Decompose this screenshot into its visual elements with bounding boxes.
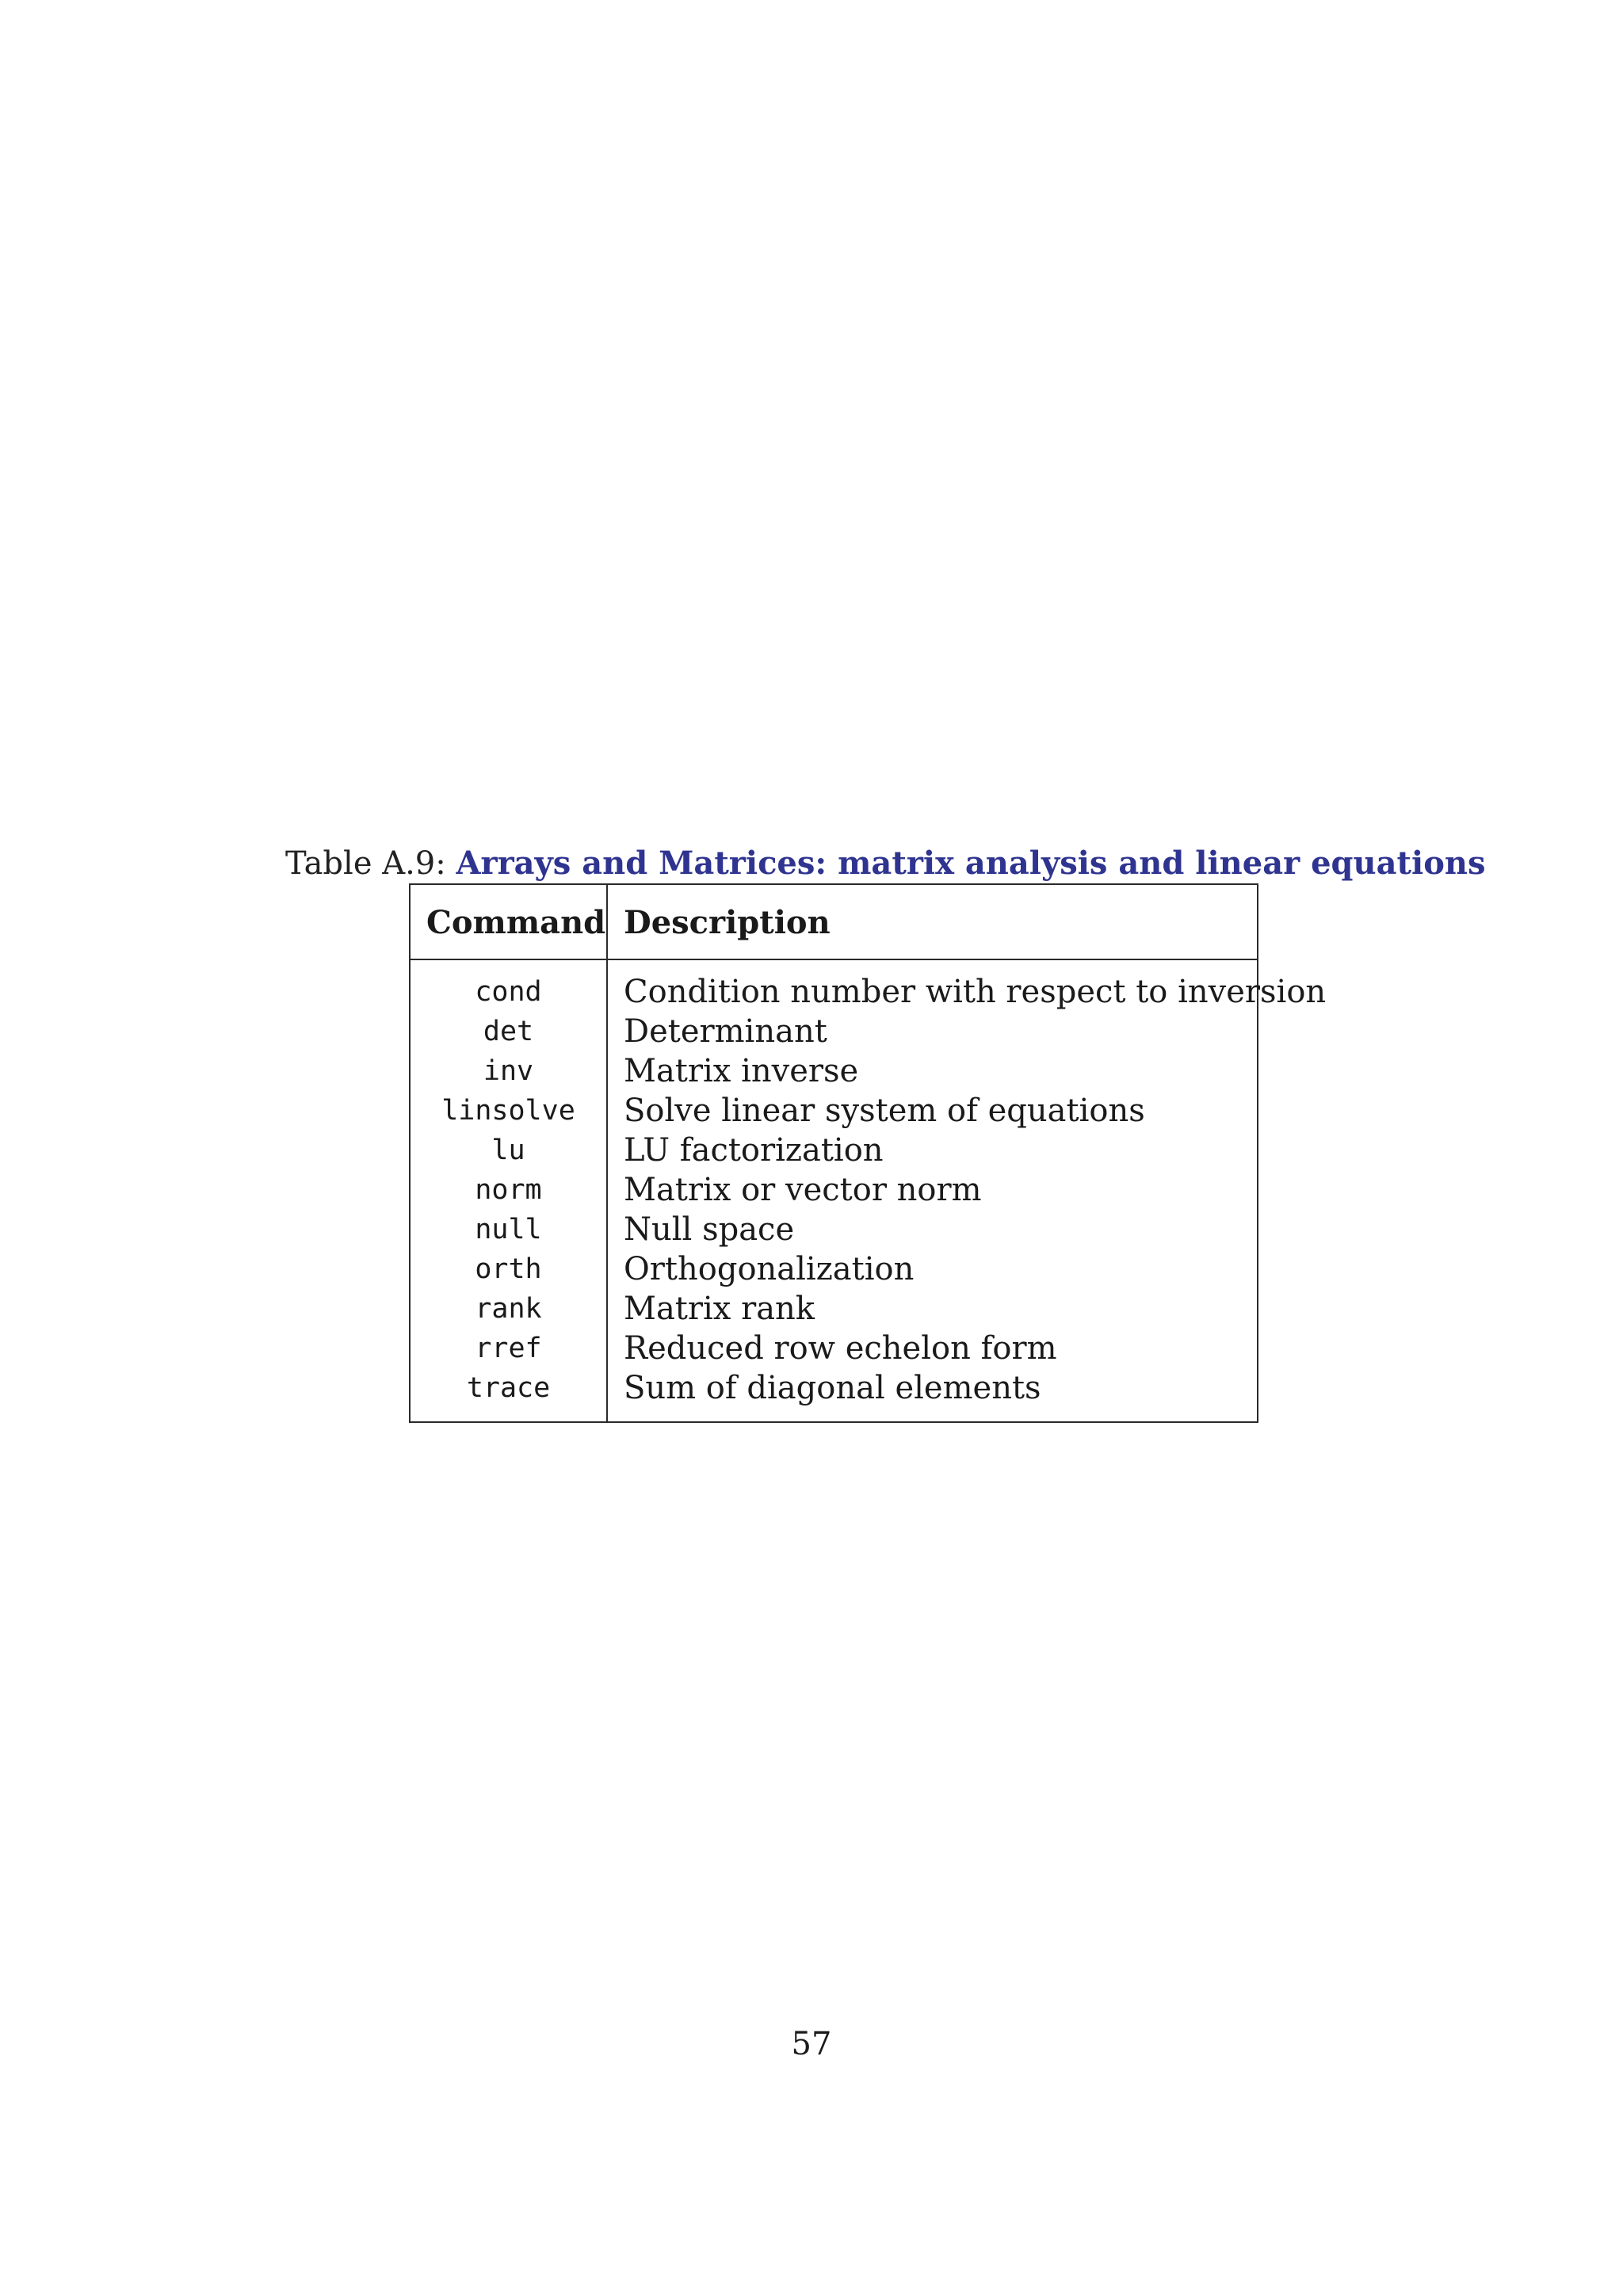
- command-cell: norm: [475, 1174, 542, 1206]
- description-cell: LU factorization: [624, 1132, 884, 1169]
- table-row: [411, 1210, 1257, 1249]
- command-cell: lu: [491, 1135, 525, 1166]
- command-cell: rank: [475, 1293, 542, 1325]
- description-cell: Matrix or vector norm: [624, 1172, 982, 1208]
- command-cell: trace: [466, 1372, 551, 1404]
- command-table: [409, 883, 1327, 1423]
- command-cell: inv: [483, 1055, 534, 1087]
- description-cell: Determinant: [624, 1013, 827, 1050]
- description-cell: Orthogonalization: [624, 1251, 915, 1287]
- command-cell: cond: [475, 976, 542, 1008]
- caption-title: Arrays and Matrices: matrix analysis and linear equations: [456, 845, 1486, 882]
- table-row: [411, 1170, 1257, 1210]
- table-row: [411, 1131, 1257, 1170]
- caption-label: Table A.9:: [285, 845, 446, 882]
- description-cell: Solve linear system of equations: [624, 1093, 1145, 1129]
- table-body: [411, 972, 1327, 1408]
- description-cell: Condition number with respect to inversion: [624, 974, 1327, 1010]
- command-cell: linsolve: [441, 1095, 575, 1127]
- description-cell: Matrix inverse: [624, 1053, 859, 1089]
- page-number: 57: [791, 2026, 832, 2062]
- description-cell: Sum of diagonal elements: [624, 1370, 1041, 1406]
- table-row: [411, 1329, 1257, 1368]
- table-caption: [285, 841, 1486, 886]
- table-row: [411, 1368, 1257, 1408]
- table-row: [411, 1289, 1257, 1329]
- command-cell: orth: [475, 1253, 542, 1285]
- header-description: Description: [624, 904, 831, 941]
- header-command: Command: [426, 904, 606, 941]
- table-row: [411, 1012, 1257, 1051]
- description-cell: Null space: [624, 1211, 795, 1248]
- description-cell: Matrix rank: [624, 1291, 815, 1327]
- command-cell: det: [483, 1016, 534, 1047]
- table-row: [411, 972, 1327, 1012]
- table-row: [411, 1051, 1257, 1091]
- table-row: [411, 1249, 1257, 1289]
- table-row: [411, 1091, 1257, 1131]
- command-cell: rref: [475, 1333, 542, 1364]
- header-rule: [411, 959, 1257, 960]
- command-cell: null: [475, 1214, 542, 1245]
- description-cell: Reduced row echelon form: [624, 1330, 1057, 1367]
